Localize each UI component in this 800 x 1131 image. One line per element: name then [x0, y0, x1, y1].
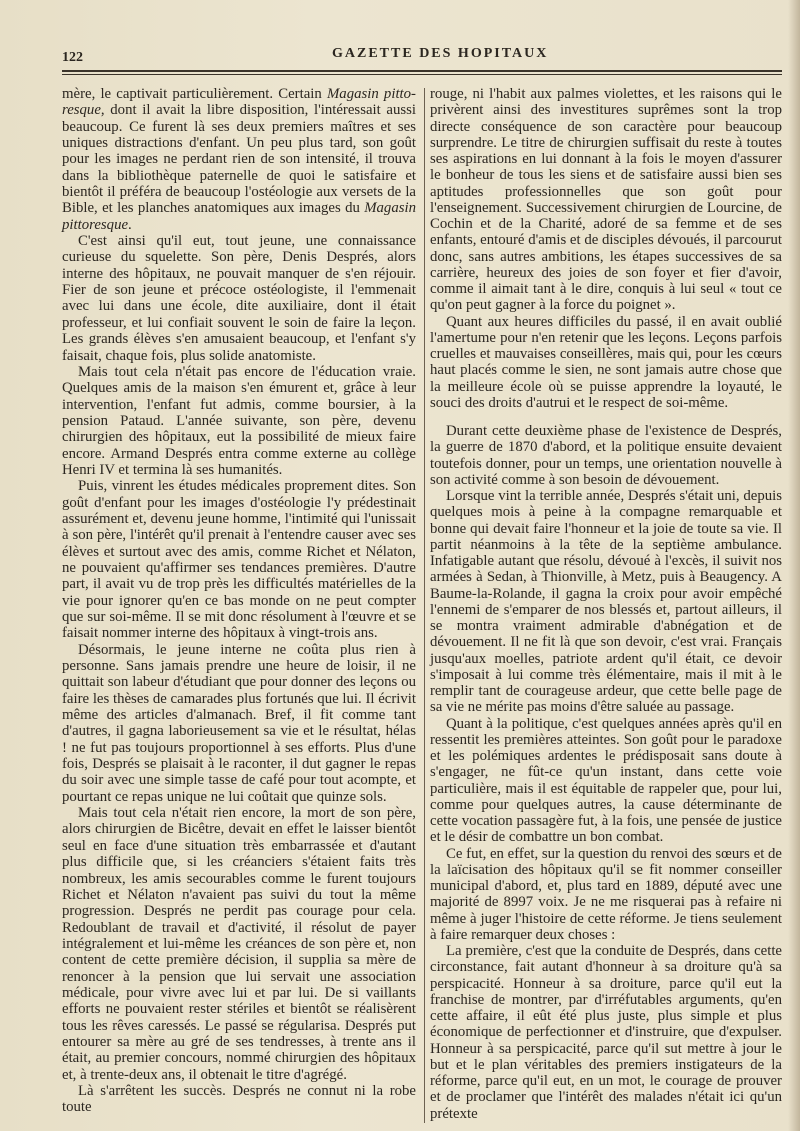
page-header	[62, 44, 782, 66]
paragraph: Là s'arrêtent les succès. Després ne connut ni la robe toute	[62, 1082, 416, 1116]
paragraph: Mais tout cela n'était pas encore de l'éducation vraie. Quelques amis de la maison s'en émurent et, grâce à leur intervention, l'enfant fut admis, comme boursier, à la pension Pataud. L'année suivante, son père, devenu chirurgien des hôpitaux, eut la possibilité de mieux faire encore. Armand Després entra comme externe au collège Henri IV et termina là ses humanités.	[62, 363, 416, 478]
right-column	[430, 86, 782, 1122]
paragraph: Puis, vinrent les études médicales proprement dites. Son goût d'enfant pour les images d'ostéologie l'y prédestinait assurément et, devenu jeune homme, l'intimité qui l'unissait à son père, l'intérêt qu'il prenait à l'entendre causer avec ses élèves et surtout avec des amis, comme Richet et Nélaton, ne pouvaient qu'affirmer ses tendances premières. D'autre part, il avait vu de trop près les difficultés matérielles de la vie pour ignorer qu'en ce bas monde on ne peut compter que sur soi-même. Il se mit donc résolument à l'œuvre et se faisait nommer interne des hôpitaux à vingt-trois ans.	[62, 478, 416, 642]
paragraph: Désormais, le jeune interne ne coûta plus rien à personne. Sans jamais prendre une heure de loisir, il ne quittait son labeur d'étudiant que pour donner des leçons ou faire les thèses de camarades plus fortunés que lui. Il écrivit même des articles d'almanach. Bref, il fit comme tant d'autres, il gagna laborieusement sa vie et le résultat, hélas ! ne fut pas toujours proportionnel à ses efforts. Plus d'une fois, Després se plaisait à le raconter, il dut gagner le repas du soir avec une simple tasse de café pour tout acompte, et pourtant ce repas unique ne lui coûtait que quinze sols.	[62, 641, 416, 805]
header-rule-thick	[62, 70, 782, 72]
paragraph: rouge, ni l'habit aux palmes violettes, et les raisons qui le privèrent ainsi des investitures suprêmes sont la trop directe conséquence de son caractère pour beaucoup surprendre. Le titre de chirurgien suffisait du reste à toutes ses aspirations en lui donnant à la fois le moyen d'assurer le bonheur de tous les siens et de satisfaire aussi bien ses aptitudes professionnelles que son goût pour l'enseignement. Successivement chirurgien de Lourcine, de Cochin et de la Charité, adoré de sa femme et de ses enfants, entouré d'amis et de disciples dévoués, il parcourut donc, sans autres ambitions, les étapes successives de sa carrière, heureux des joies de son foyer et fier d'avoir, comme il aimait tant à le dire, conquis à lui seul « tout ce qu'on peut gagner à la force du poignet ».	[430, 86, 782, 314]
paragraph: Quant à la politique, c'est quelques années après qu'il en ressentit les premières atteintes. Son goût pour le paradoxe et les polémiques ardentes le prédisposait sans doute à s'engager, ne fût-ce qu'un instant, dans cette voie particulière, mais il est équitable de rappeler que, pour lui, comme pour quelques autres, la cause déterminante de cette vocation passagère fut, à la fois, une pensée de justice et le désir de combattre un bon combat.	[430, 715, 782, 846]
header-rule-thin	[62, 74, 782, 75]
magazine-title: Magasin pitto-resque	[62, 86, 416, 119]
column-divider	[424, 88, 425, 1123]
magazine-title: Magasin pittoresque	[62, 200, 416, 233]
paragraph: Quant aux heures difficiles du passé, il en avait oublié l'amertume pour n'en retenir que les leçons. Leçons parfois cruelles et mauvaises conseillères, mais qui, pour les cœurs haut placés comme le sien, ne sont jamais autre chose que la meilleure école où se puisse apprendre la loyauté, le souci des droits d'autrui et le respect de soi-même.	[430, 313, 782, 411]
page-edge-shadow	[788, 0, 800, 1131]
running-title: GAZETTE DES HOPITAUX	[332, 46, 549, 61]
paragraph: La première, c'est que la conduite de Després, dans cette circonstance, fait autant d'honneur à sa droiture qu'à sa perspicacité. Honneur à sa droiture, parce qu'il eut la franchise de montrer, par d'irréfutables arguments, qu'en cette affaire, il eût été plus juste, plus simple et plus économique de perfectionner et d'instruire, que d'expulser. Honneur à sa perspicacité, parce qu'il sut mettre à jour le but et le plan véritables des premiers instigateurs de la réforme, parce qu'il eut, en un mot, le courage de prouver et de proclamer que l'intérêt des malades n'était ici qu'un prétexte	[430, 943, 782, 1122]
paragraph: Lorsque vint la terrible année, Després s'était uni, depuis quelques mois à peine à la compagne remarquable et bonne qui devait faire l'honneur et la joie de toute sa vie. Il partit néanmoins à la tête de la septième ambulance. Infatigable autant que résolu, dévoué à l'excès, il suivit nos armées à Sedan, à Thionville, à Metz, puis à Beaugency. A Baume-la-Rolande, il gagna la croix pour avoir empêché l'ennemi de s'emparer de nos blessés et, partout ailleurs, il se montra vraiment admirable d'abnégation et de dévouement. Il ne fit là que son devoir, c'est vrai. Français jusqu'aux moelles, patriote ardent qu'il était, ce devoir s'imposait à lui comme très élémentaire, mais il mit à le remplir tant de courageuse ardeur, que cette belle page de sa vie ne mérite pas moins d'être saluée au passage.	[430, 488, 782, 716]
paragraph: C'est ainsi qu'il eut, tout jeune, une connaissance curieuse du squelette. Son père, Denis Després, alors interne des hôpitaux, ne pouvait manquer de s'en réjouir. Fier de son jeune et précoce ostéologiste, il l'emmenait avec lui dans une école, dite auxiliaire, dont il était professeur, et lui confiait souvent le soin de faire la leçon. Les grands élèves s'en amusaient beaucoup, et l'enfant s'y faisait, chaque fois, plus solide anatomiste.	[62, 233, 416, 364]
paragraph: mère, le captivait particulièrement. Certain Magasin pitto-resque, dont il avait la libre disposition, l'intéressait aussi beaucoup. Ce furent là ses deux premiers maîtres et ses uniques distractions d'enfant. Un peu plus tard, son goût pour les images ne perdant rien de son intensité, il trouva dans la bibliothèque paternelle de quoi le satisfaire et bientôt il préféra de beaucoup l'ostéologie aux versets de la Bible, et les planches anatomiques aux images du Magasin pittoresque.	[62, 86, 416, 233]
paragraph: Durant cette deuxième phase de l'existence de Després, la guerre de 1870 d'abord, et la politique ensuite devaient toutefois donner, pour un temps, une orientation nouvelle à son activité comme à son besoin de dévouement.	[430, 423, 782, 488]
page-number: 122	[62, 50, 83, 65]
paragraph: Mais tout cela n'était rien encore, la mort de son père, alors chirurgien de Bicêtre, devait en effet le laisser bientôt seul en face d'une situation très embarrassée et d'autant plus difficile que, si les créanciers s'étaient faits très nombreux, les amis secourables comme le furent toujours Richet et Nélaton n'avaient pas suivi du tout la même progression. Després ne perdit pas courage pour cela. Redoublant de travail et d'activité, il résolut de payer intégralement et lui-même les créances de son père et, non content de cette première décision, il supplia sa mère de renoncer à la pension que lui servait une association médicale, pour vivre avec lui et par lui. De si vaillants efforts ne pouvaient rester stériles et bientôt se réalisèrent tous les rêves caressés. Le passé se régularisa. Després put entourer sa mère au gré de ses tendresses, à trente ans il était, au premier concours, nommé chirurgien des hôpitaux et, à trente-deux ans, il obtenait le titre d'agrégé.	[62, 805, 416, 1083]
paragraph: Ce fut, en effet, sur la question du renvoi des sœurs et de la laïcisation des hôpitaux qu'il se fit nommer conseiller municipal d'abord, et, plus tard en 1889, député avec une majorité de 8997 voix. Je ne me risquerai pas à refaire ni même à juger l'histoire de cette réforme. Je tiens seulement à faire remarquer deux choses :	[430, 845, 782, 943]
left-column	[62, 86, 416, 1116]
